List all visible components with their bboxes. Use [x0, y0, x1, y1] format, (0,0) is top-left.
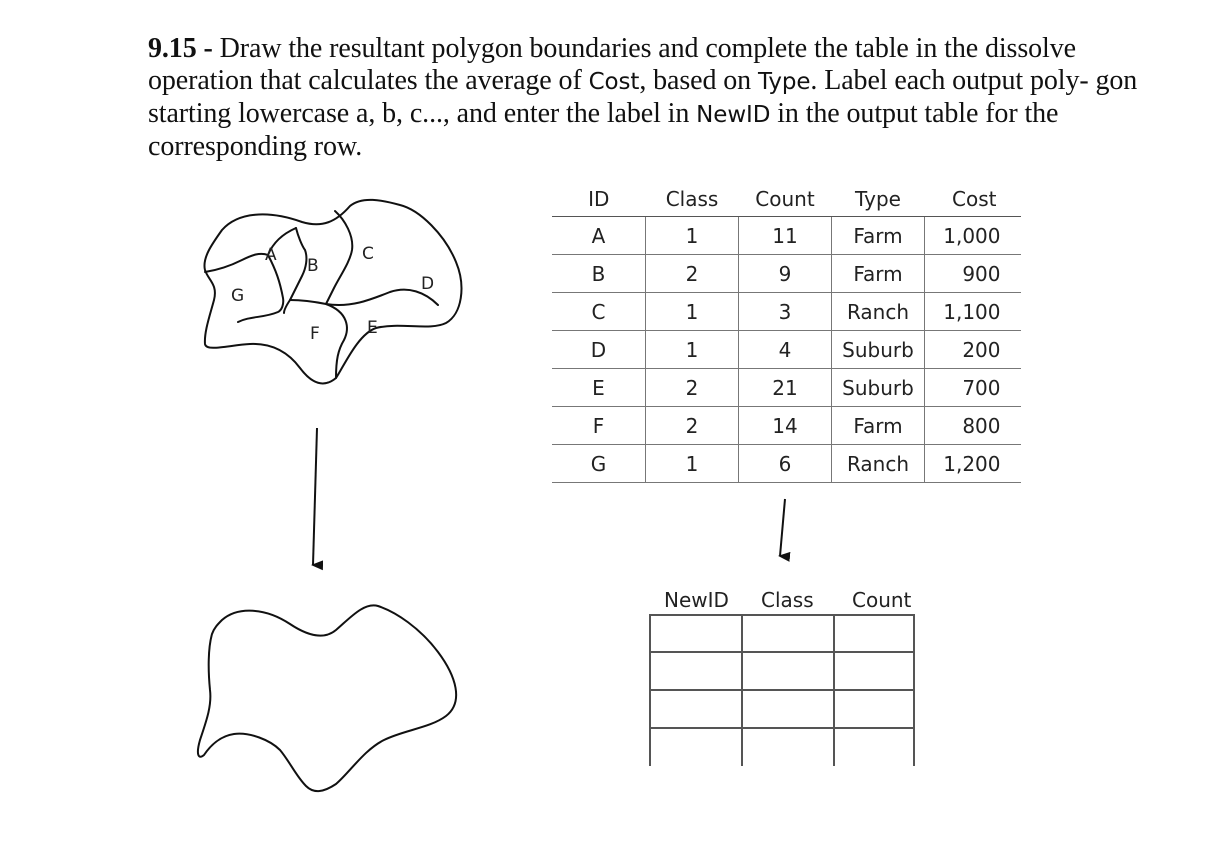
polygon-label-d: D [421, 274, 435, 294]
grid-line [649, 689, 915, 691]
table-row [552, 407, 1021, 445]
cell-type: Ranch [832, 293, 925, 331]
polygon-label-a: A [265, 245, 277, 265]
cell-class: 2 [646, 407, 739, 445]
cell-cost: 700 [925, 369, 1021, 407]
question-text-part3: . Label each output poly- gon starting lowercase a, b, c..., and enter the label in [148, 65, 1138, 129]
cell-class: 1 [646, 217, 739, 255]
polygon-label-f: F [310, 324, 320, 344]
grid-line [649, 651, 915, 653]
cell-cost: 900 [925, 255, 1021, 293]
code-newid: NewID [696, 102, 771, 128]
cell-count: 4 [739, 331, 832, 369]
cell-id: C [552, 293, 646, 331]
cell-type: Ranch [832, 445, 925, 483]
cell-cost: 1,200 [925, 445, 1021, 483]
cell-type: Farm [832, 217, 925, 255]
cell-id: F [552, 407, 646, 445]
cell-id: G [552, 445, 646, 483]
arrow-table-down [780, 499, 785, 556]
header-id: ID [552, 181, 646, 217]
code-cost: Cost [588, 69, 640, 95]
cell-class: 2 [646, 255, 739, 293]
header-class: Class [646, 181, 739, 217]
table-row [552, 293, 1021, 331]
code-type: Type [757, 69, 811, 95]
grid-line [649, 614, 651, 766]
output-header-count: Count [852, 588, 912, 612]
polygon-label-b: B [307, 256, 319, 276]
cell-count: 14 [739, 407, 832, 445]
output-header-class: Class [761, 588, 814, 612]
attribute-table-header [552, 181, 1021, 217]
cell-id: A [552, 217, 646, 255]
attribute-table [552, 181, 1021, 483]
boundary-c-d [326, 211, 352, 304]
question-text-part4: in the output table for the corresponding row. [148, 98, 1059, 162]
grid-line [649, 727, 915, 729]
grid-line [741, 614, 743, 766]
question-text-part2: , based on [639, 65, 752, 96]
header-cost: Cost [925, 181, 1021, 217]
table-row [552, 255, 1021, 293]
cell-class: 1 [646, 445, 739, 483]
cell-type: Farm [832, 255, 925, 293]
cell-type: Suburb [832, 331, 925, 369]
cell-count: 11 [739, 217, 832, 255]
cell-count: 9 [739, 255, 832, 293]
output-header-newid: NewID [664, 588, 729, 612]
table-row [552, 445, 1021, 483]
output-map-outline [198, 605, 456, 791]
cell-count: 6 [739, 445, 832, 483]
table-row [552, 369, 1021, 407]
grid-line [649, 614, 915, 616]
grid-line [833, 614, 835, 766]
boundary-c-e [290, 290, 438, 305]
cell-class: 1 [646, 331, 739, 369]
boundary-a-g [205, 254, 268, 272]
cell-type: Suburb [832, 369, 925, 407]
boundary-f-e [326, 304, 347, 378]
question-text-part1: Draw the resultant polygon boundaries and complete the table in the dissolve operation that calculates the average of [148, 33, 1076, 96]
cell-cost: 200 [925, 331, 1021, 369]
cell-class: 2 [646, 369, 739, 407]
cell-type: Farm [832, 407, 925, 445]
arrow-map-down [313, 428, 317, 565]
cell-cost: 1,100 [925, 293, 1021, 331]
cell-count: 3 [739, 293, 832, 331]
table-row [552, 217, 1021, 255]
boundary-b-f [238, 255, 283, 322]
grid-line [913, 614, 915, 766]
cell-id: D [552, 331, 646, 369]
header-type: Type [832, 181, 925, 217]
header-count: Count [739, 181, 832, 217]
question-number: 9.15 - [148, 33, 213, 64]
cell-class: 1 [646, 293, 739, 331]
polygon-label-c: C [362, 244, 374, 264]
cell-id: E [552, 369, 646, 407]
cell-id: B [552, 255, 646, 293]
table-row [552, 331, 1021, 369]
polygon-label-e: E [367, 318, 378, 338]
output-table-grid [649, 614, 915, 766]
polygon-label-g: G [231, 286, 245, 306]
cell-cost: 1,000 [925, 217, 1021, 255]
cell-cost: 800 [925, 407, 1021, 445]
cell-count: 21 [739, 369, 832, 407]
